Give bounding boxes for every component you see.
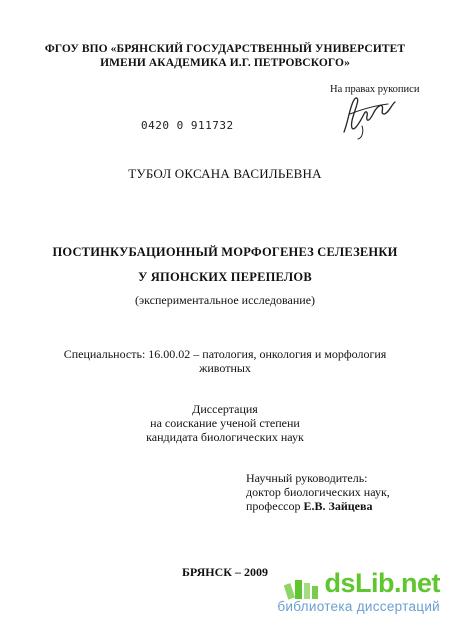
thesis-subtitle: (экспериментальное исследование) <box>134 293 316 307</box>
dissertation-label: Диссертация <box>192 402 258 416</box>
rights-note: На правах рукописи <box>330 84 420 95</box>
dslib-watermark <box>250 568 440 616</box>
thesis-title-line-2: У ЯПОНСКИХ ПЕРЕПЕЛОВ <box>138 270 312 284</box>
thesis-title-line-1: ПОСТИНКУБАЦИОННЫЙ МОРФОГЕНЕЗ СЕЛЕЗЕНКИ <box>52 245 398 259</box>
city-year: БРЯНСК – 2009 <box>181 565 269 579</box>
watermark-logo: dsLib.net <box>324 568 440 598</box>
stamp-number: 0420 0 911732 <box>141 119 234 132</box>
supervisor-title: профессор <box>246 499 304 513</box>
watermark-caption: библиотека диссертаций <box>277 599 440 614</box>
specialty-line-2: животных <box>199 361 251 375</box>
supervisor-name: Е.В. Зайцева <box>303 499 373 513</box>
books-icon <box>284 574 322 600</box>
specialty-line-1: Специальность: 16.00.02 – патология, онкология и морфология <box>63 347 387 361</box>
handwritten-signature <box>338 92 398 140</box>
degree-line-2: кандидата биологических наук <box>146 430 304 444</box>
org-line-2: ИМЕНИ АКАДЕМИКА И.Г. ПЕТРОВСКОГО» <box>100 57 350 69</box>
org-line-1: ФГОУ ВПО «БРЯНСКИЙ ГОСУДАРСТВЕННЫЙ УНИВЕРСИТЕТ <box>44 43 406 55</box>
author-name: ТУБОЛ ОКСАНА ВАСИЛЬЕВНА <box>128 166 322 181</box>
degree-line-1: на соискание ученой степени <box>150 416 300 430</box>
supervisor-degree: доктор биологических наук, <box>246 485 390 499</box>
supervisor-label: Научный руководитель: <box>246 471 368 485</box>
supervisor-name-line <box>246 499 372 514</box>
